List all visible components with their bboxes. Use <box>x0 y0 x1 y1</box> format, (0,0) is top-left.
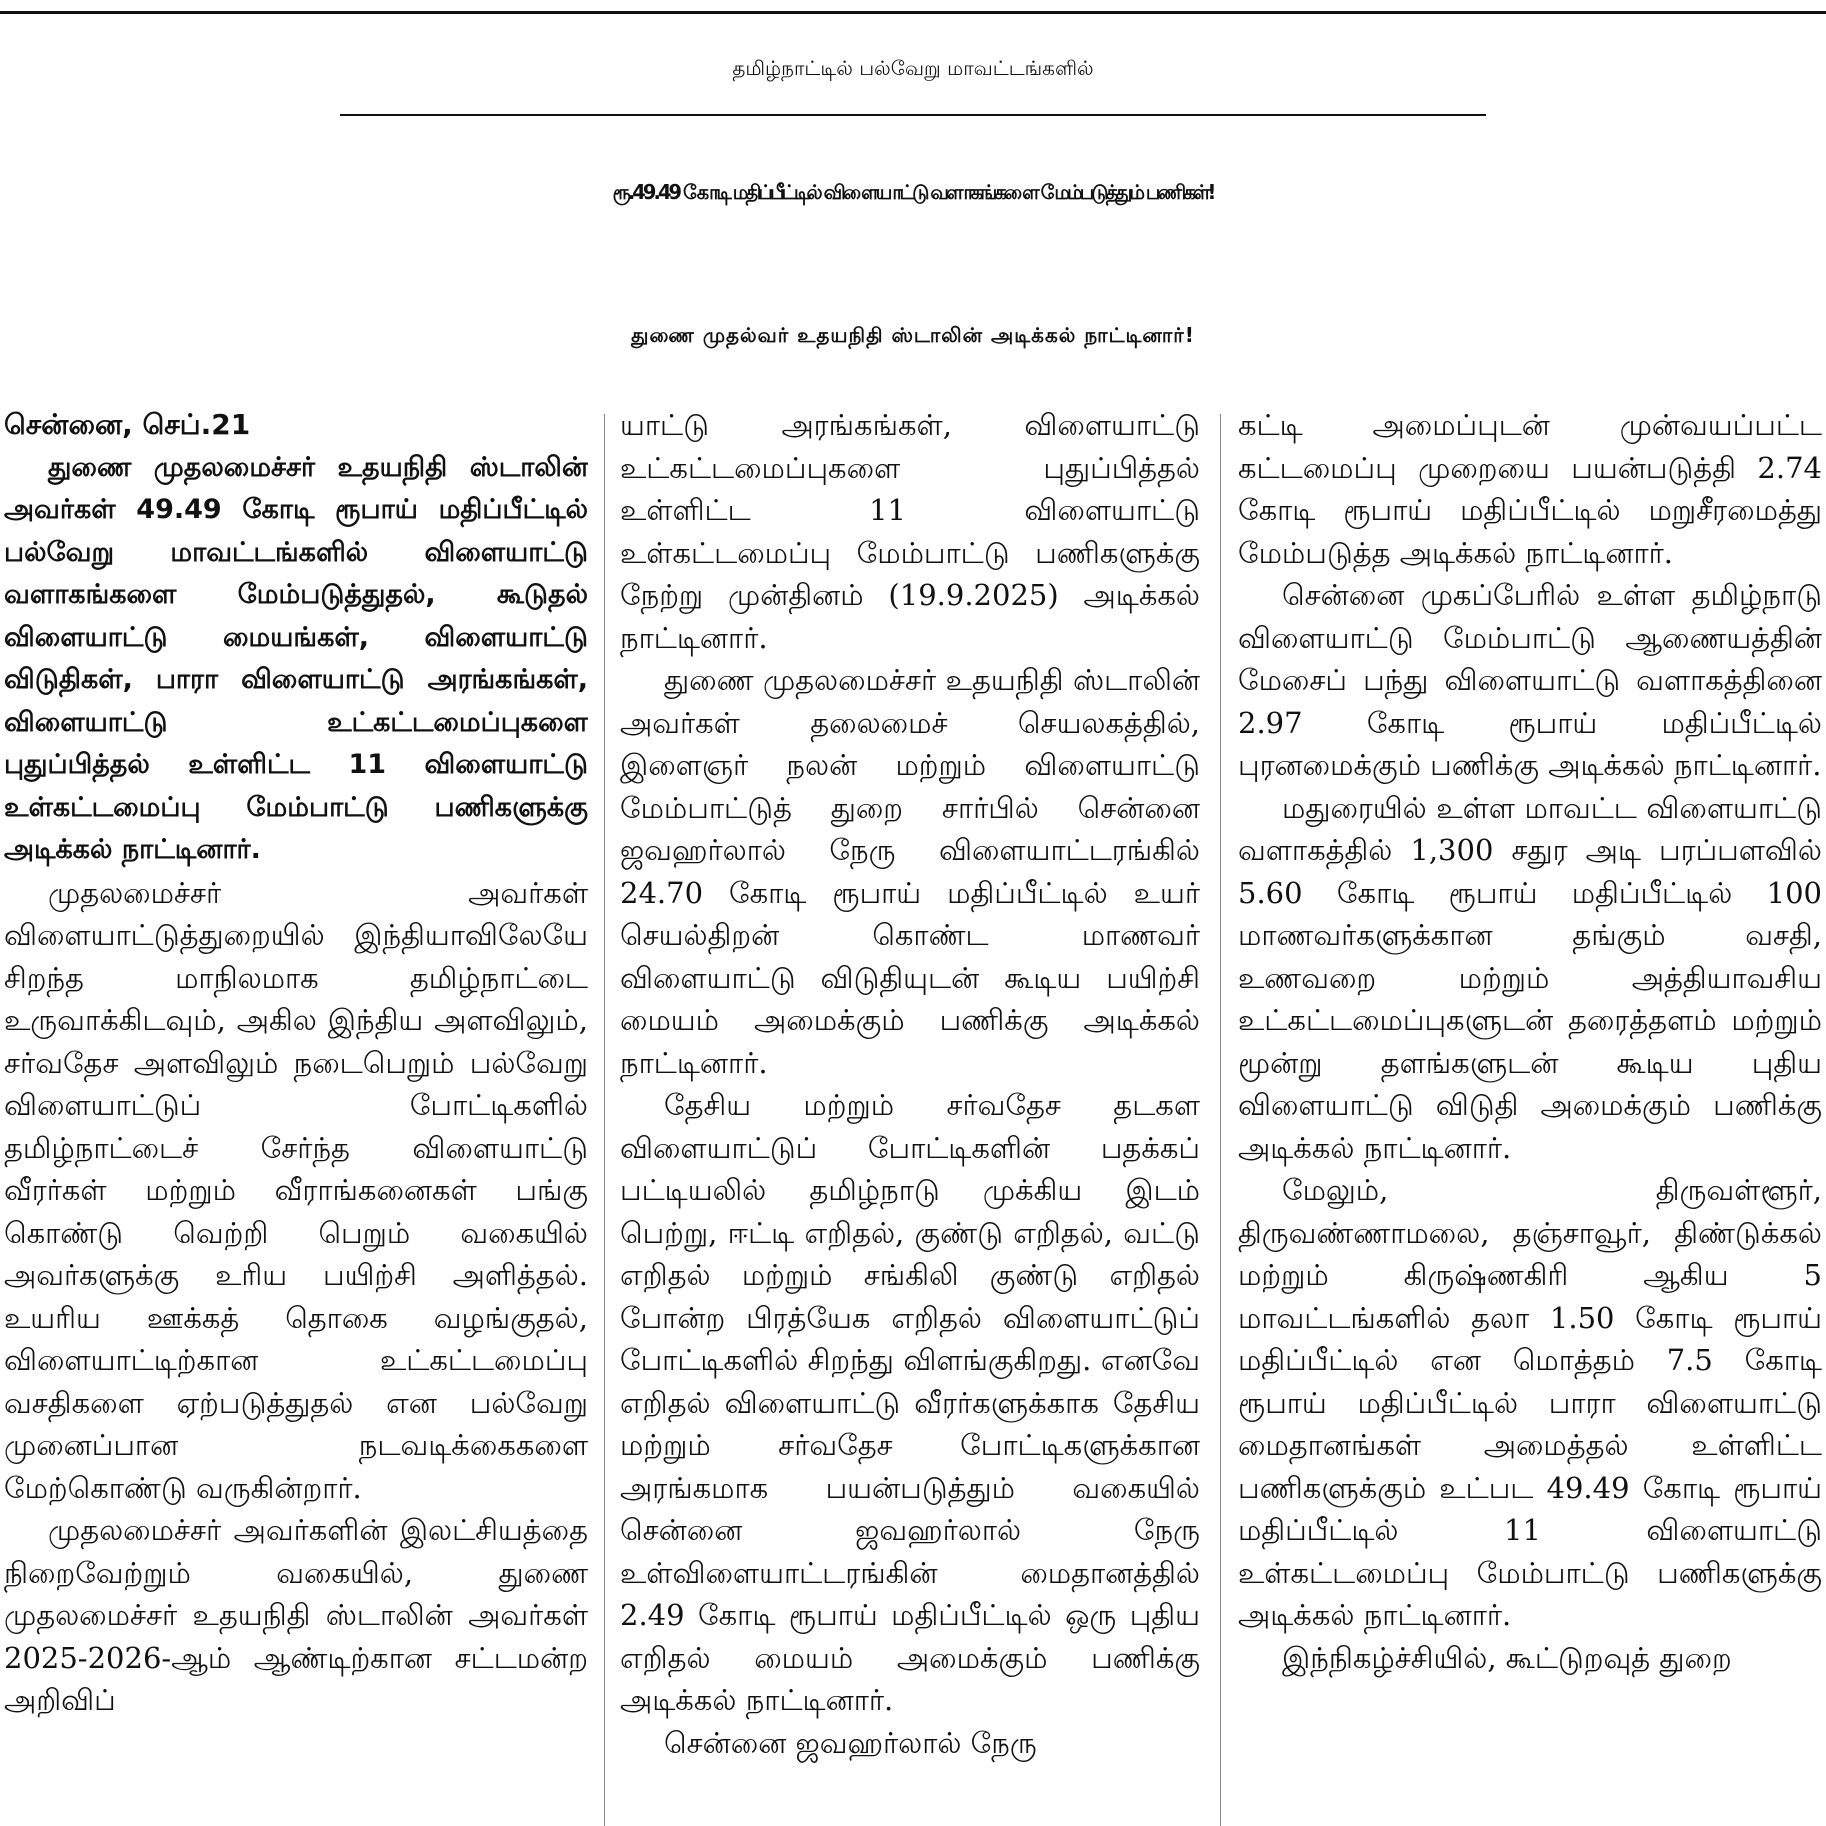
paragraph: முதலமைச்சர் அவர்களின் இலட்சியத்தை நிறைவேற்றும் வகையில், துணை முதலமைச்சர் உதயநிதி ஸ்டாலின் அவர்கள் 2025-2026-ஆம் ஆண்டிற்கான சட்டமன்ற அறிவிப் <box>4 1513 588 1717</box>
kicker-underline <box>340 114 1486 116</box>
column-divider <box>1220 414 1221 1826</box>
paragraph: துணை முதலமைச்சர் உதயநிதி ஸ்டாலின் அவர்கள் தலைமைச் செயலகத்தில், இளைஞர் நலன் மற்றும் விளையாட்டு மேம்பாட்டுத் துறை சார்பில் சென்னை ஜவஹர்லால் நேரு விளையாட்டரங்கில் 24.70 கோடி ரூபாய் மதிப்பீட்டில் உயர் செயல்திறன் கொண்ட மாணவர் விளையாட்டு விடுதியுடன் கூடிய பயிற்சி மையம் அமைக்கும் பணிக்கு அடிக்கல் நாட்டினார். <box>620 663 1200 1080</box>
column-divider <box>604 414 605 1826</box>
paragraph: கட்டி அமைப்புடன் முன்வயப்பட்ட கட்டமைப்பு முறையை பயன்படுத்தி 2.74 கோடி ரூபாய் மதிப்பீட்டில் மறுசீரமைத்து மேம்படுத்த அடிக்கல் நாட்டினார். <box>1238 408 1822 570</box>
paragraph: முதலமைச்சர் அவர்கள் விளையாட்டுத்துறையில் இந்தியாவிலேயே சிறந்த மாநிலமாக தமிழ்நாட்டை உருவாக்கிடவும், அகில இந்திய அளவிலும், சர்வதேச அளவிலும் நடைபெறும் பல்வேறு விளையாட்டுப் போட்டிகளில் தமிழ்நாட்டைச் சேர்ந்த விளையாட்டு வீரர்கள் மற்றும் வீராங்கனைகள் பங்கு கொண்டு வெற்றி பெறும் வகையில் அவர்களுக்கு உரிய பயிற்சி அளித்தல். உயரிய ஊக்கத் தொகை வழங்குதல், விளையாட்டிற்கான உட்கட்டமைப்பு வசதிகளை ஏற்படுத்துதல் என பல்வேறு முனைப்பான நடவடிக்கைகளை மேற்கொண்டு வருகின்றார். <box>4 875 588 1505</box>
article-column-2 <box>620 404 1200 1826</box>
paragraph: மதுரையில் உள்ள மாவட்ட விளையாட்டு வளாகத்தில் 1,300 சதுர அடி பரப்பளவில் 5.60 கோடி ரூபாய் மதிப்பீட்டில் 100 மாணவர்களுக்கான தங்கும் வசதி, உணவறை மற்றும் அத்தியாவசிய உட்கட்டமைப்புகளுடன் தரைத்தளம் மற்றும் மூன்று தளங்களுடன் கூடிய புதிய விளையாட்டு விடுதி அமைக்கும் பணிக்கு அடிக்கல் நாட்டினார். <box>1238 790 1822 1165</box>
lead-paragraph: துணை முதலமைச்சர் உதயநிதி ஸ்டாலின் அவர்கள் 49.49 கோடி ரூபாய் மதிப்பீட்டில் பல்வேறு மாவட்டங்களில் விளையாட்டு வளாகங்களை மேம்படுத்துதல், கூடுதல் விளையாட்டு மையங்கள், விளையாட்டு விடுதிகள், பாரா விளையாட்டு அரங்கங்கள், விளையாட்டு உட்கட்டமைப்புகளை புதுப்பித்தல் உள்ளிட்ட 11 விளையாட்டு உள்கட்டமைப்பு மேம்பாட்டு பணிகளுக்கு அடிக்கல் நாட்டினார். <box>4 451 588 865</box>
article-column-1 <box>4 404 588 1826</box>
paragraph: இந்நிகழ்ச்சியில், கூட்டுறவுத் துறை <box>1282 1640 1732 1675</box>
paragraph: தேசிய மற்றும் சர்வதேச தடகள விளையாட்டுப் போட்டிகளின் பதக்கப் பட்டியலில் தமிழ்நாடு முக்கிய இடம் பெற்று, ஈட்டி எறிதல், குண்டு எறிதல், வட்டு எறிதல் மற்றும் சங்கிலி குண்டு எறிதல் போன்ற பிரத்யேக எறிதல் விளையாட்டுப் போட்டிகளில் சிறந்து விளங்குகிறது. எனவே எறிதல் விளையாட்டு வீரர்களுக்காக தேசிய மற்றும் சர்வதேச போட்டிகளுக்கான அரங்கமாக பயன்படுத்தும் வகையில் சென்னை ஜவஹர்லால் நேரு உள்விளையாட்டரங்கின் மைதானத்தில் 2.49 கோடி ரூபாய் மதிப்பீட்டில் ஒரு புதிய எறிதல் மையம் அமைக்கும் பணிக்கு அடிக்கல் நாட்டினார். <box>620 1088 1200 1717</box>
paragraph: மேலும், திருவள்ளூர், திருவண்ணாமலை, தஞ்சாவூர், திண்டுக்கல் மற்றும் கிருஷ்ணகிரி ஆகிய 5 மாவட்டங்களில் தலா 1.50 கோடி ரூபாய் மதிப்பீட்டில் என மொத்தம் 7.5 கோடி ரூபாய் மதிப்பீட்டில் பாரா விளையாட்டு மைதானங்கள் அமைத்தல் உள்ளிட்ட பணிகளுக்கும் உட்பட 49.49 கோடி ரூபாய் மதிப்பீட்டில் 11 விளையாட்டு உள்கட்டமைப்பு மேம்பாட்டு பணிகளுக்கு அடிக்கல் நாட்டினார். <box>1238 1173 1822 1632</box>
sub-headline: துணை முதல்வர் உதயநிதி ஸ்டாலின் அடிக்கல் நாட்டினார்! <box>631 323 1195 347</box>
kicker-headline: தமிழ்நாட்டில் பல்வேறு மாவட்டங்களில் <box>732 56 1094 80</box>
main-headline: ரூ.49.49 கோடி மதிப்பீட்டில் விளையாட்டு வளாகங்களை மேம்படுத்தும் பணிகள்! <box>612 180 1214 204</box>
dateline: சென்னை, செப்.21 <box>4 408 251 441</box>
paragraph: சென்னை முகப்பேரில் உள்ள தமிழ்நாடு விளையாட்டு மேம்பாட்டு ஆணையத்தின் மேசைப் பந்து விளையாட்டு வளாகத்தினை 2.97 கோடி ரூபாய் மதிப்பீட்டில் புரனமைக்கும் பணிக்கு அடிக்கல் நாட்டினார். <box>1238 578 1822 782</box>
article-column-3 <box>1238 404 1822 1826</box>
top-border <box>0 0 1826 14</box>
paragraph: யாட்டு அரங்கங்கள், விளையாட்டு உட்கட்டமைப்புகளை புதுப்பித்தல் உள்ளிட்ட 11 விளையாட்டு உள்கட்டமைப்பு மேம்பாட்டு பணிகளுக்கு நேற்று முன்தினம் (19.9.2025) அடிக்கல் நாட்டினார். <box>620 408 1200 655</box>
paragraph: சென்னை ஜவஹர்லால் நேரு <box>664 1725 1037 1760</box>
